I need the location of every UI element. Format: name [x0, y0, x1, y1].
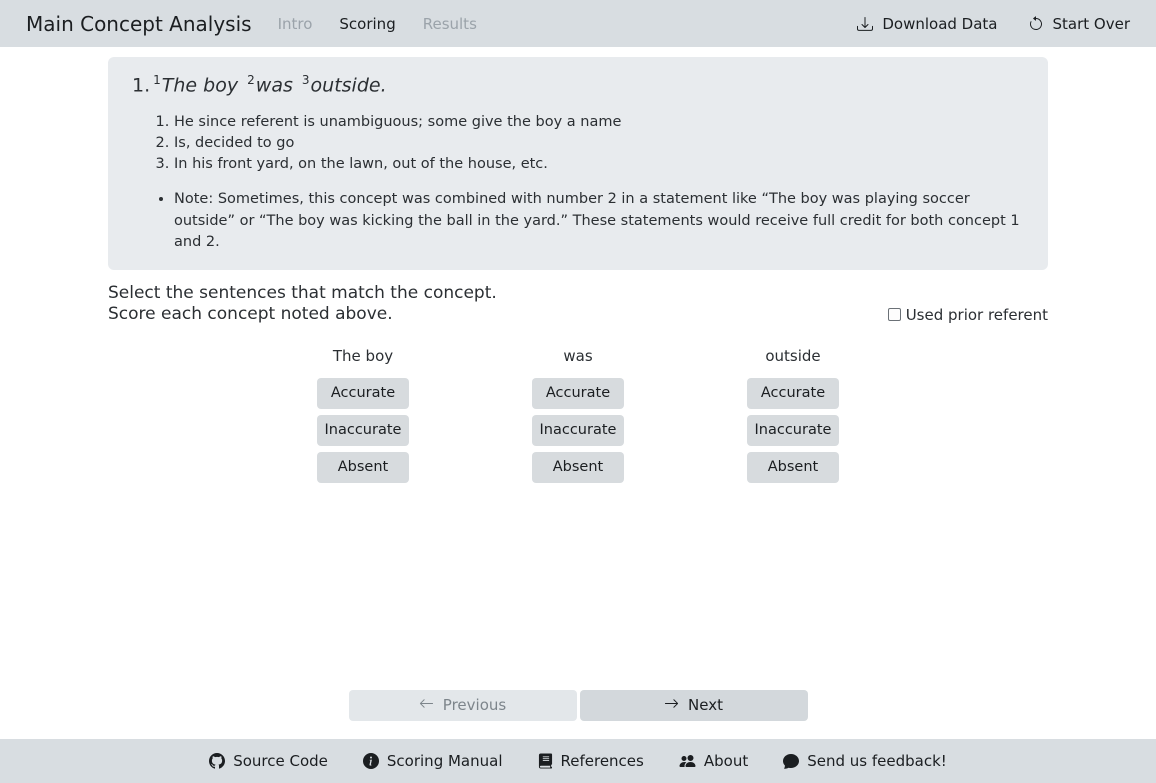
was-accurate-button[interactable]: Accurate	[532, 378, 624, 409]
previous-button[interactable]	[349, 690, 577, 721]
score-column-was	[532, 347, 624, 489]
instructions-row	[108, 283, 1048, 326]
about-label: About	[703, 751, 749, 770]
concept-number: 1.	[132, 74, 151, 97]
was-inaccurate-button[interactable]: Inaccurate	[532, 415, 624, 446]
restart-icon	[1028, 16, 1044, 32]
score-column-the-boy	[317, 347, 409, 489]
feedback-label: Send us feedback!	[807, 751, 947, 770]
source-code-label: Source Code	[233, 751, 328, 770]
arrow-right-icon	[664, 696, 679, 715]
main-container	[108, 57, 1048, 721]
navbar	[0, 0, 1156, 47]
chat-icon	[783, 753, 799, 769]
app-title: Main Concept Analysis	[26, 11, 252, 36]
info-circle-icon	[363, 753, 379, 769]
download-data-button[interactable]	[857, 15, 997, 33]
segment-3-word: outside.	[310, 74, 387, 97]
feedback-link[interactable]	[783, 752, 947, 770]
references-label: References	[560, 751, 644, 770]
concept-note: • Note: Sometimes, this concept was combined with number 2 in a statement like “The boy was playing soccer outside” or “The boy was kicking the ball in the yard.” These statements would receive full credit for both concept 1 and 2.	[174, 189, 1024, 254]
the-boy-accurate-button[interactable]: Accurate	[317, 378, 409, 409]
next-label: Next	[688, 696, 723, 715]
score-column-outside	[747, 347, 839, 489]
concept-title	[132, 65, 1024, 99]
outside-absent-button[interactable]: Absent	[747, 452, 839, 483]
segment-2-word: was	[255, 74, 299, 97]
score-word-label: The boy	[332, 346, 394, 365]
instruction-line-2: Score each concept noted above.	[108, 304, 393, 325]
nav-actions	[857, 15, 1130, 33]
detail-item-2: 2. Is, decided to go	[174, 133, 1024, 154]
used-prior-referent-option[interactable]	[888, 306, 1048, 324]
scoring-manual-link[interactable]	[363, 752, 503, 770]
book-icon	[538, 753, 553, 769]
source-code-link[interactable]	[209, 752, 328, 770]
segment-2-superscript: 2	[247, 73, 255, 87]
footer	[0, 739, 1156, 783]
arrow-left-icon	[419, 696, 434, 715]
start-over-button[interactable]	[1028, 15, 1131, 33]
tab-results[interactable]: Results	[422, 14, 477, 33]
scoring-manual-label: Scoring Manual	[386, 751, 503, 770]
used-prior-referent-checkbox[interactable]	[888, 308, 901, 321]
instructions-text	[108, 283, 497, 326]
references-link[interactable]	[538, 752, 644, 770]
used-prior-referent-label: Used prior referent	[905, 305, 1048, 324]
pagination	[108, 690, 1048, 721]
start-over-label: Start Over	[1052, 14, 1130, 33]
outside-inaccurate-button[interactable]: Inaccurate	[747, 415, 839, 446]
concept-note-list	[132, 189, 1024, 254]
tab-intro[interactable]: Intro	[277, 14, 313, 33]
download-icon	[857, 16, 873, 32]
segment-1-word: The boy	[161, 74, 245, 97]
download-data-label: Download Data	[882, 14, 998, 33]
segment-3-superscript: 3	[301, 73, 310, 87]
score-word-label: was	[563, 346, 593, 365]
github-icon	[209, 753, 225, 769]
the-boy-inaccurate-button[interactable]: Inaccurate	[317, 415, 409, 446]
outside-accurate-button[interactable]: Accurate	[747, 378, 839, 409]
concept-details-list	[132, 112, 1024, 175]
instruction-line-1: Select the sentences that match the concept.	[108, 282, 497, 303]
about-link[interactable]	[679, 752, 748, 770]
nav-tabs	[278, 15, 477, 33]
detail-item-3: 3. In his front yard, on the lawn, out of the house, etc.	[174, 154, 1024, 175]
was-absent-button[interactable]: Absent	[532, 452, 624, 483]
previous-label: Previous	[442, 696, 507, 715]
the-boy-absent-button[interactable]: Absent	[317, 452, 409, 483]
people-icon	[679, 753, 696, 769]
scoring-columns	[108, 347, 1048, 489]
score-word-label: outside	[765, 346, 821, 365]
segment-1-superscript: 1	[153, 73, 161, 87]
next-button[interactable]	[580, 690, 808, 721]
concept-card	[108, 57, 1048, 270]
tab-scoring[interactable]: Scoring	[339, 14, 396, 33]
detail-item-1: 1. He since referent is unambiguous; some give the boy a name	[174, 112, 1024, 133]
